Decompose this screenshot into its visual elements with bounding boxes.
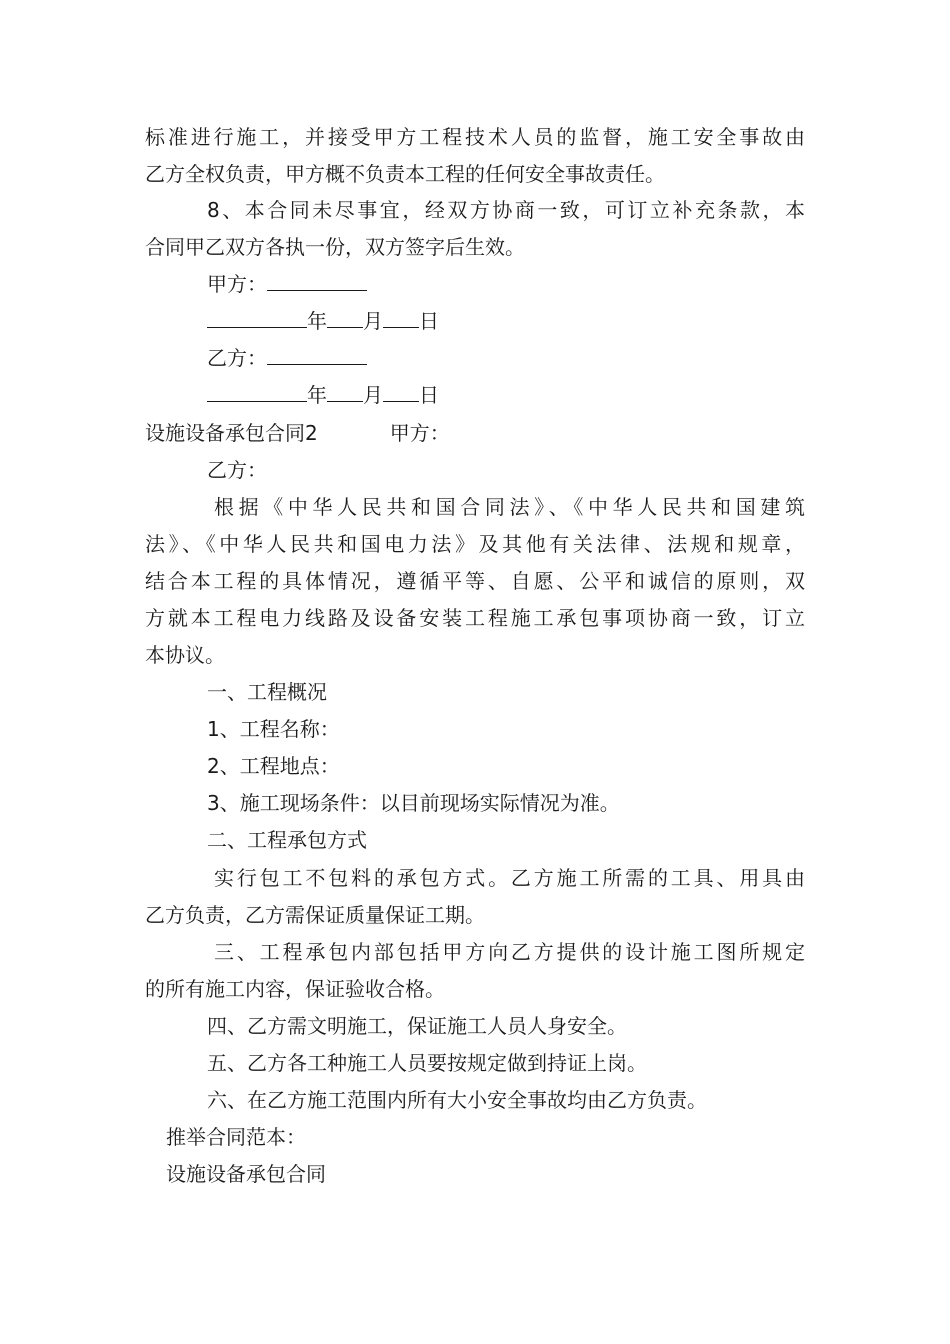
paragraph-line: 方就本工程电力线路及设备安装工程施工承包事项协商一致，订立 [145, 606, 805, 630]
month-blank [327, 307, 363, 328]
paragraph-line: 乙方全权负责，甲方概不负责本工程的任何安全事故责任。 [145, 162, 665, 186]
contract-title-line [145, 419, 950, 447]
year-label: 年 [307, 383, 327, 407]
day-blank [383, 307, 419, 328]
year-blank [207, 307, 307, 328]
month-blank [327, 381, 363, 402]
paragraph-line: 法》、《中华人民共和国电力法》及其他有关法律、法规和规章， [145, 532, 805, 556]
recommended-title: 设施设备承包合同 [166, 1162, 326, 1186]
party-a-signature-line [207, 270, 950, 298]
list-item: 1、工程名称： [207, 717, 340, 741]
day-blank [383, 381, 419, 402]
section-heading: 一、工程概况 [207, 680, 327, 704]
paragraph-line: 实行包工不包料的承包方式。乙方施工所需的工具、用具由 [214, 866, 805, 890]
party-a-header: 甲方： [389, 421, 450, 445]
day-label: 日 [419, 383, 439, 407]
paragraph-line: 三、工程承包内部包括甲方向乙方提供的设计施工图所规定 [214, 940, 805, 964]
paragraph-line: 本协议。 [145, 643, 225, 667]
recommended-label: 推举合同范本： [166, 1125, 306, 1149]
paragraph-line: 合同甲乙双方各执一份，双方签字后生效。 [145, 235, 525, 259]
section-heading: 二、工程承包方式 [207, 828, 367, 852]
list-item: 2、工程地点： [207, 754, 340, 778]
date-line [207, 307, 950, 335]
signature-blank [267, 344, 367, 365]
contract-title: 设施设备承包合同2 [145, 421, 318, 445]
date-line [207, 381, 950, 409]
party-b-label: 乙方： [207, 346, 267, 370]
paragraph-line: 的所有施工内容，保证验收合格。 [145, 977, 445, 1001]
paragraph-line: 根据《中华人民共和国合同法》、《中华人民共和国建筑 [214, 495, 805, 519]
signature-blank [267, 270, 367, 291]
month-label: 月 [363, 309, 383, 333]
paragraph-line: 结合本工程的具体情况，遵循平等、自愿、公平和诚信的原则，双 [145, 569, 805, 593]
paragraph-line: 8、本合同未尽事宜，经双方协商一致，可订立补充条款，本 [207, 198, 805, 222]
section-paragraph: 五、乙方各工种施工人员要按规定做到持证上岗。 [207, 1051, 647, 1075]
party-a-label: 甲方： [207, 272, 267, 296]
year-blank [207, 381, 307, 402]
section-paragraph: 四、乙方需文明施工，保证施工人员人身安全。 [207, 1014, 627, 1038]
day-label: 日 [419, 309, 439, 333]
paragraph-line: 乙方负责，乙方需保证质量保证工期。 [145, 903, 485, 927]
section-paragraph: 六、在乙方施工范围内所有大小安全事故均由乙方负责。 [207, 1088, 707, 1112]
year-label: 年 [307, 309, 327, 333]
paragraph-line: 标准进行施工，并接受甲方工程技术人员的监督，施工安全事故由 [145, 125, 805, 149]
party-b-signature-line [207, 344, 950, 372]
month-label: 月 [363, 383, 383, 407]
party-b-header: 乙方： [207, 458, 267, 482]
list-item: 3、施工现场条件：以目前现场实际情况为准。 [207, 791, 620, 815]
